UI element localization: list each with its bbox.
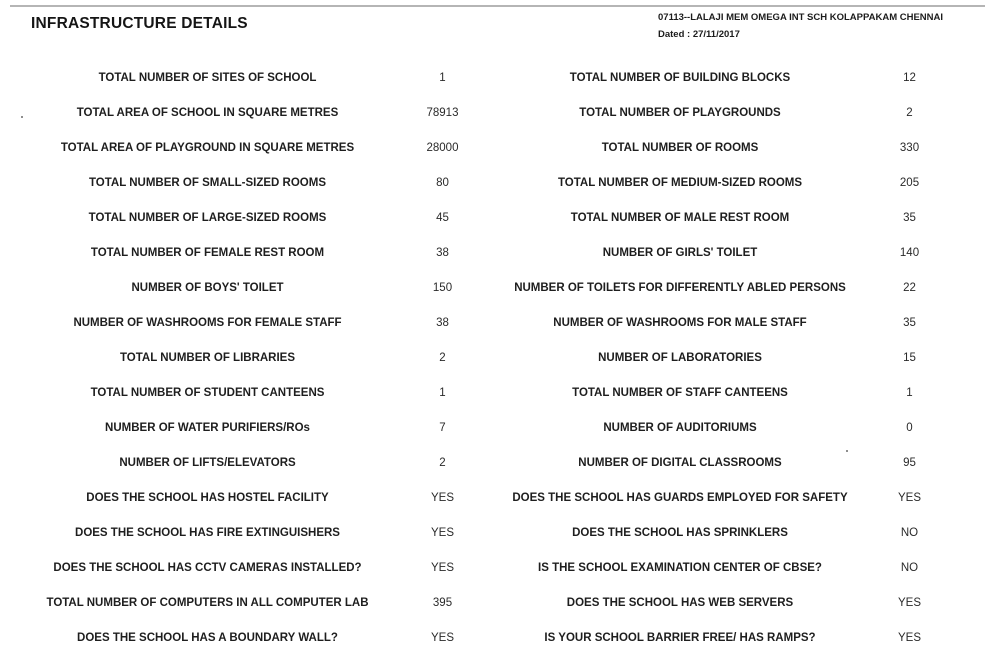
right-field-value: 22 [903,282,916,294]
right-field-value: NO [900,527,919,539]
left-field-value: YES [430,632,454,644]
right-field-value: YES [897,492,921,504]
left-field-label: TOTAL AREA OF SCHOOL IN SQUARE METRES [76,107,339,119]
left-field-value: YES [430,492,454,504]
left-field-label: NUMBER OF WATER PURIFIERS/ROs [105,422,310,434]
left-field-value: 395 [432,597,453,609]
table-row [0,446,1000,481]
table-row [0,481,1000,516]
left-field-value: 7 [439,422,446,434]
right-field-value: 35 [903,212,916,224]
table-row [0,201,1000,236]
right-field-label: NUMBER OF LABORATORIES [598,352,762,364]
infrastructure-details-table [0,61,1000,656]
left-field-value: 1 [439,387,446,399]
table-row [0,96,1000,131]
left-field-label: DOES THE SCHOOL HAS A BOUNDARY WALL? [77,632,338,644]
right-field-value: 12 [903,72,916,84]
right-field-label: TOTAL NUMBER OF MALE REST ROOM [570,212,790,224]
table-row [0,341,1000,376]
left-field-label: TOTAL NUMBER OF STUDENT CANTEENS [90,387,325,399]
left-field-label: TOTAL AREA OF PLAYGROUND IN SQUARE METRES [60,142,355,154]
left-field-value: 78913 [426,107,459,119]
right-field-value: 35 [903,317,916,329]
right-field-value: 95 [903,457,916,469]
left-field-value: YES [430,527,454,539]
left-field-value: 2 [439,457,446,469]
right-field-label: TOTAL NUMBER OF STAFF CANTEENS [572,387,788,399]
left-field-label: NUMBER OF BOYS' TOILET [131,282,284,294]
left-field-value: 38 [436,247,449,259]
top-rule [10,5,985,7]
school-code-name: 07113--LALAJI MEM OMEGA INT SCH KOLAPPAKAM CHENNAI [658,12,944,23]
left-field-value: 28000 [426,142,459,154]
table-row [0,551,1000,586]
scan-speck [21,116,23,118]
right-field-label: NUMBER OF WASHROOMS FOR MALE STAFF [553,317,807,329]
table-row [0,131,1000,166]
left-field-label: TOTAL NUMBER OF SMALL-SIZED ROOMS [88,177,327,189]
left-field-label: TOTAL NUMBER OF COMPUTERS IN ALL COMPUTER LAB [46,597,369,609]
document-date: Dated : 27/11/2017 [658,29,740,40]
table-row [0,236,1000,271]
left-field-label: TOTAL NUMBER OF LIBRARIES [119,352,296,364]
left-field-value: 150 [432,282,453,294]
page-title: INFRASTRUCTURE DETAILS [31,15,248,32]
right-field-value: 1 [906,387,913,399]
right-field-label: NUMBER OF GIRLS' TOILET [602,247,758,259]
right-field-value: 0 [906,422,913,434]
right-field-label: DOES THE SCHOOL HAS GUARDS EMPLOYED FOR SAFETY [512,492,848,504]
left-field-value: 45 [436,212,449,224]
left-field-value: 1 [439,72,446,84]
table-row [0,61,1000,96]
right-field-value: YES [897,632,921,644]
table-row [0,586,1000,621]
right-field-label: NUMBER OF AUDITORIUMS [603,422,757,434]
right-field-label: DOES THE SCHOOL HAS WEB SERVERS [566,597,794,609]
left-field-value: 2 [439,352,446,364]
right-field-label: DOES THE SCHOOL HAS SPRINKLERS [572,527,788,539]
left-field-label: NUMBER OF LIFTS/ELEVATORS [119,457,296,469]
right-field-value: 330 [899,142,920,154]
right-field-label: NUMBER OF TOILETS FOR DIFFERENTLY ABLED PERSONS [514,282,846,294]
left-field-label: DOES THE SCHOOL HAS CCTV CAMERAS INSTALLED? [53,562,362,574]
left-field-value: 38 [436,317,449,329]
left-field-label: DOES THE SCHOOL HAS FIRE EXTINGUISHERS [75,527,340,539]
right-field-label: NUMBER OF DIGITAL CLASSROOMS [578,457,782,469]
left-field-label: DOES THE SCHOOL HAS HOSTEL FACILITY [86,492,329,504]
left-field-value: YES [430,562,454,574]
left-field-label: NUMBER OF WASHROOMS FOR FEMALE STAFF [73,317,342,329]
right-field-label: TOTAL NUMBER OF PLAYGROUNDS [579,107,781,119]
table-row [0,306,1000,341]
right-field-value: NO [900,562,919,574]
right-field-label: IS THE SCHOOL EXAMINATION CENTER OF CBSE? [538,562,822,574]
right-field-value: 140 [899,247,920,259]
left-field-label: TOTAL NUMBER OF SITES OF SCHOOL [98,72,317,84]
right-field-value: YES [897,597,921,609]
right-field-label: TOTAL NUMBER OF BUILDING BLOCKS [569,72,791,84]
table-row [0,166,1000,201]
right-field-label: TOTAL NUMBER OF ROOMS [601,142,759,154]
left-field-label: TOTAL NUMBER OF FEMALE REST ROOM [90,247,325,259]
left-field-label: TOTAL NUMBER OF LARGE-SIZED ROOMS [88,212,327,224]
table-row [0,516,1000,551]
table-row [0,376,1000,411]
scan-speck [846,450,848,452]
left-field-value: 80 [436,177,449,189]
table-row [0,271,1000,306]
table-row [0,411,1000,446]
right-field-label: IS YOUR SCHOOL BARRIER FREE/ HAS RAMPS? [544,632,816,644]
right-field-value: 15 [903,352,916,364]
right-field-value: 205 [899,177,920,189]
table-row [0,621,1000,656]
right-field-label: TOTAL NUMBER OF MEDIUM-SIZED ROOMS [557,177,803,189]
right-field-value: 2 [906,107,913,119]
